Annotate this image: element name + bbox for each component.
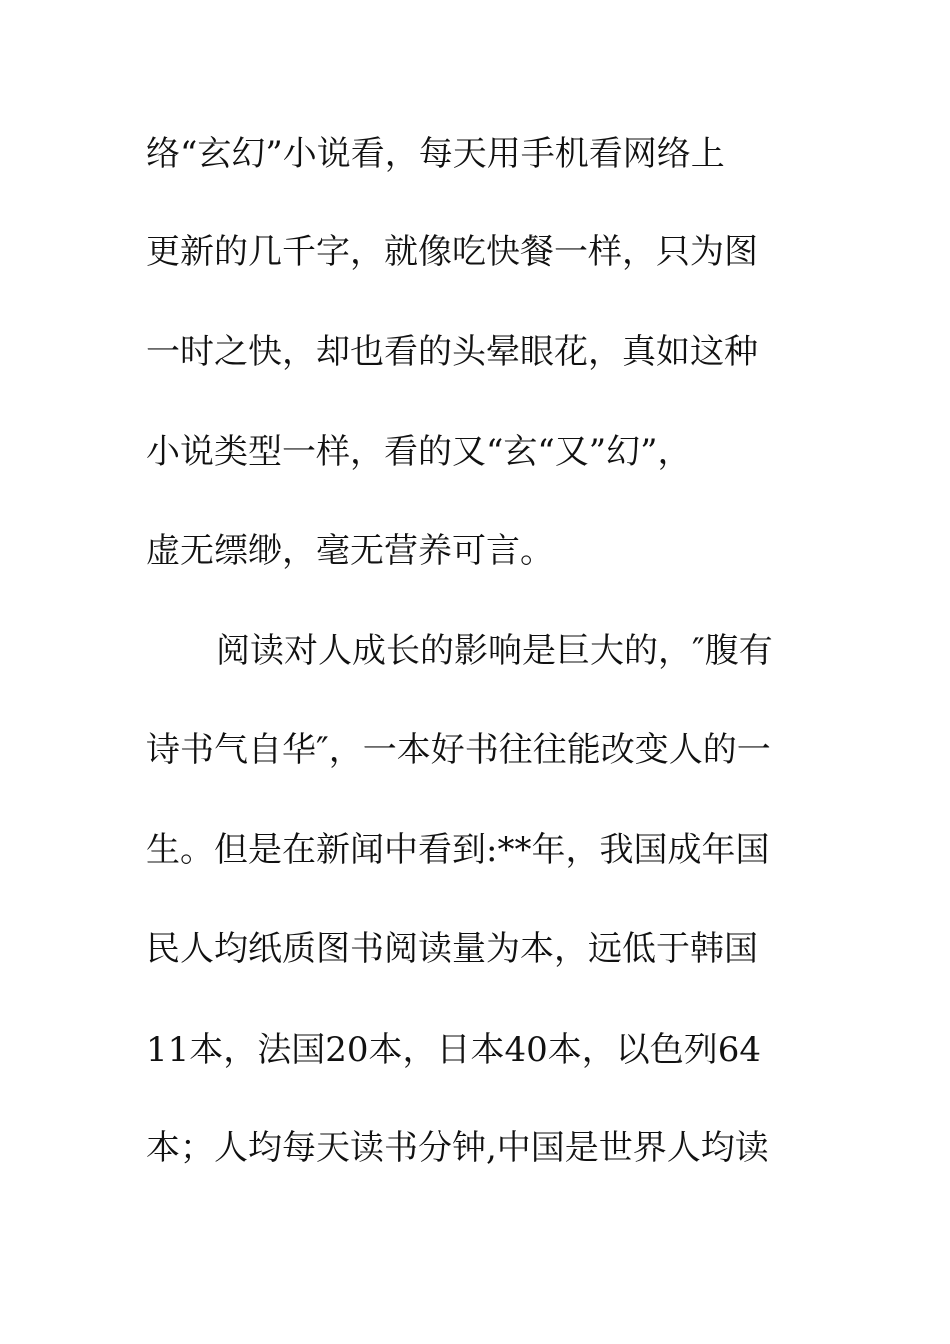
text-line: 虚无缥缈，毫无营养可言。 <box>146 531 554 571</box>
text-line: 民人均纸质图书阅读量为本，远低于韩国 <box>146 929 758 969</box>
text-line: 络“玄幻”小说看，每天用手机看网络上 <box>146 134 725 174</box>
text-line: 本；人均每天读书分钟,中国是世界人均读 <box>146 1128 769 1168</box>
text-line: 生。但是在新闻中看到:**年，我国成年国 <box>146 830 770 870</box>
text-line: 一时之快，却也看的头晕眼花，真如这种 <box>146 332 758 372</box>
paragraph-first-line: 阅读对人成长的影响是巨大的，″腹有 <box>216 631 773 671</box>
text-line: 小说类型一样，看的又“玄“又”幻”， <box>146 432 692 472</box>
text-line: 更新的几千字，就像吃快餐一样，只为图 <box>146 232 758 272</box>
text-line: 11本，法国20本，日本40本，以色列64 <box>146 1030 762 1070</box>
text-line: 诗书气自华″，一本好书往往能改变人的一 <box>146 730 771 770</box>
